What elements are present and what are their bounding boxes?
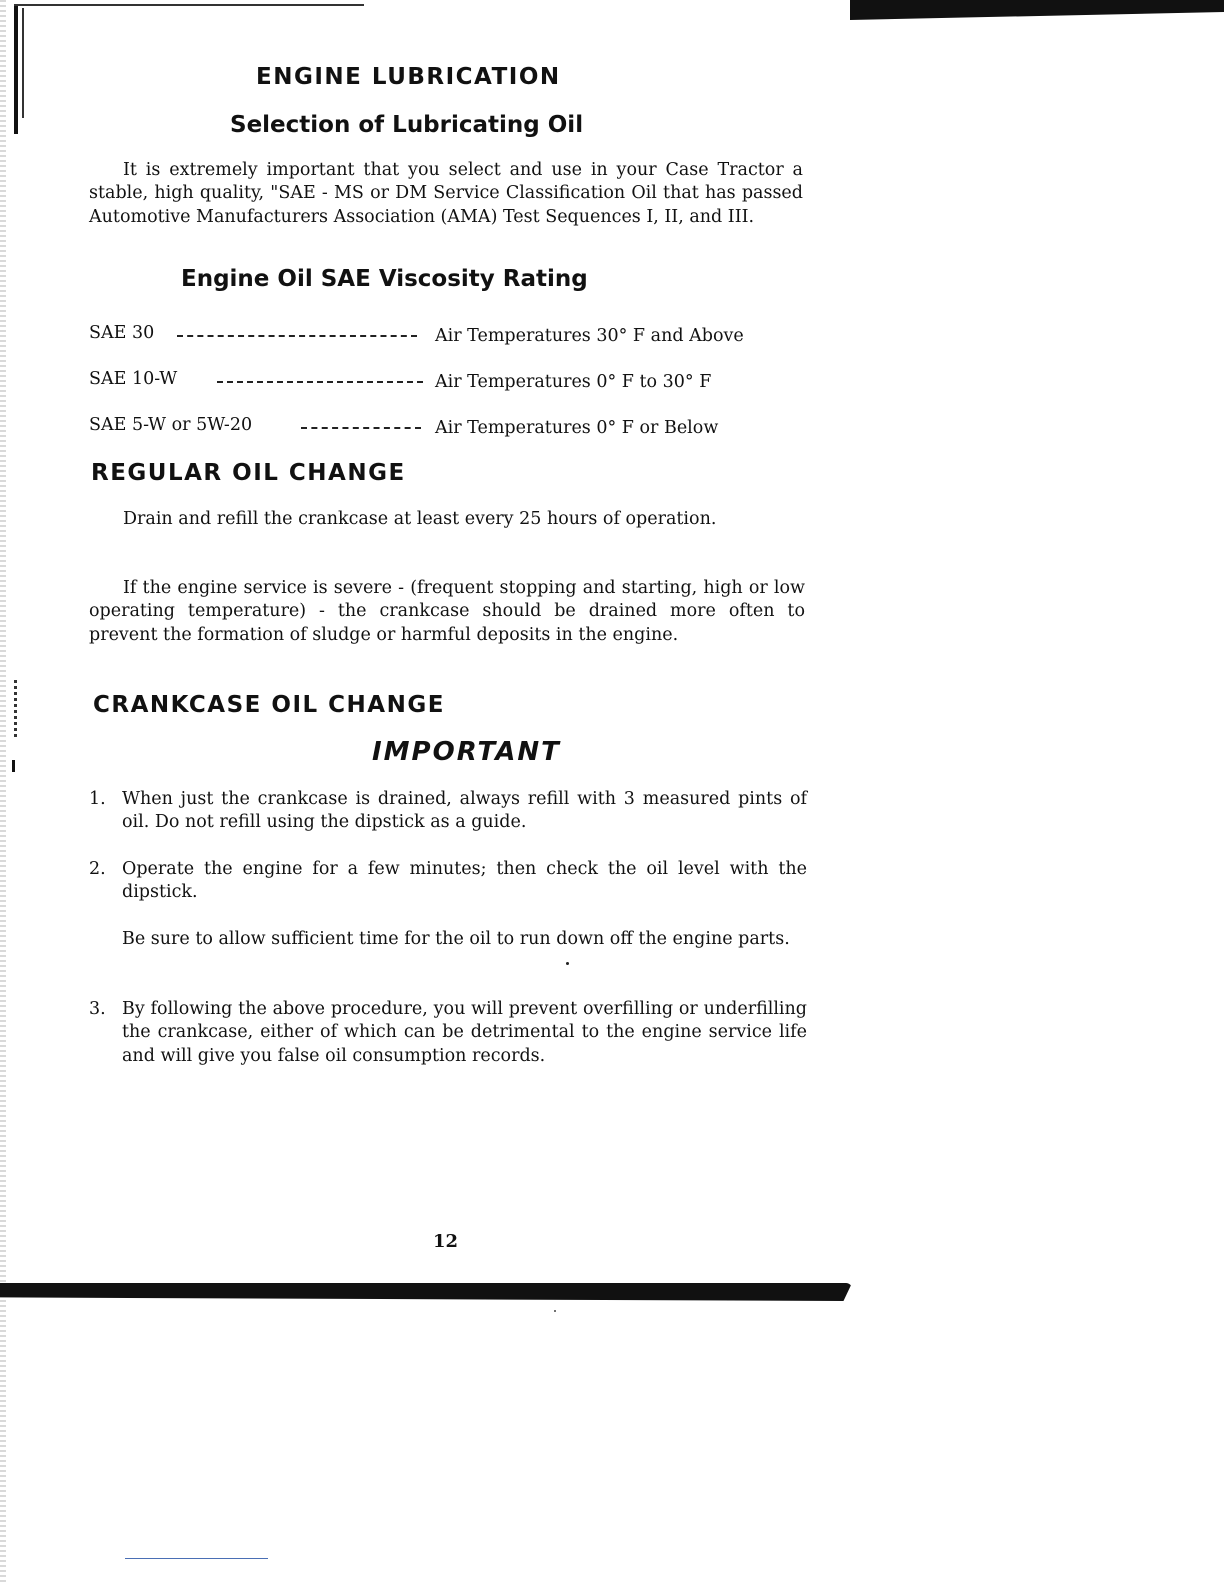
scan-top-bar xyxy=(850,0,1224,20)
page-number: 12 xyxy=(433,1231,459,1252)
step-number: 1. xyxy=(89,789,106,809)
viscosity-grade: SAE 30 xyxy=(89,323,155,343)
scan-corner-line-thin xyxy=(22,8,24,118)
step-number: 3. xyxy=(89,999,106,1019)
scan-corner-line xyxy=(14,4,364,6)
viscosity-grade: SAE 5-W or 5W-20 xyxy=(89,415,253,435)
scan-left-mark xyxy=(12,760,15,772)
viscosity-temp: Air Temperatures 0° F or Below xyxy=(435,418,719,438)
step-note: Be sure to allow sufficient time for the oil to run down off the engine parts. xyxy=(122,929,790,949)
selection-paragraph: It is extremely important that you select and use in your Case Tractor a stable, high quality, "SAE - MS or DM Service Classification Oil that has passed Automotive Manufacturers Association (AMA) Test Sequences I, II, and III. xyxy=(89,160,803,227)
scan-left-tick xyxy=(14,680,17,740)
scan-speck xyxy=(554,1310,556,1312)
dotted-leader xyxy=(217,381,423,383)
step-number: 2. xyxy=(89,859,106,879)
scan-bottom-line xyxy=(125,1558,268,1559)
viscosity-temp: Air Temperatures 0° F to 30° F xyxy=(435,372,712,392)
important-label: IMPORTANT xyxy=(372,737,561,767)
scan-bottom-bar xyxy=(0,1283,852,1301)
viscosity-temp: Air Temperatures 30° F and Above xyxy=(435,326,744,346)
crankcase-oil-change-heading: CRANKCASE OIL CHANGE xyxy=(93,692,445,718)
step-text: Operate the engine for a few minutes; then check the oil level with the dipstick. xyxy=(122,859,807,903)
severe-service-paragraph: If the engine service is severe - (frequent stopping and starting, high or low operating temperature) - the crankcase should be drained more often to prevent the formation of sludge or harmful deposits in the engine. xyxy=(89,578,805,645)
viscosity-heading: Engine Oil SAE Viscosity Rating xyxy=(181,266,588,292)
scan-edge xyxy=(0,0,6,1584)
dotted-leader xyxy=(301,427,421,429)
viscosity-row xyxy=(89,323,805,347)
viscosity-row xyxy=(89,369,805,393)
dotted-leader xyxy=(177,335,417,337)
selection-heading: Selection of Lubricating Oil xyxy=(230,112,584,138)
scan-speck xyxy=(566,962,569,965)
step-text: By following the above procedure, you will prevent overfilling or underfilling the crankcase, either of which can be detrimental to the engine service life and will give you false oil consumption records. xyxy=(122,999,807,1066)
page-title: ENGINE LUBRICATION xyxy=(256,64,561,90)
viscosity-grade: SAE 10-W xyxy=(89,369,178,389)
scan-corner-bar xyxy=(14,6,18,134)
step-text: When just the crankcase is drained, always refill with 3 measured pints of oil. Do not refill using the dipstick as a guide. xyxy=(122,789,807,833)
drain-paragraph: Drain and refill the crankcase at least every 25 hours of operation. xyxy=(123,509,717,529)
regular-oil-change-heading: REGULAR OIL CHANGE xyxy=(91,460,406,486)
viscosity-row xyxy=(89,415,805,439)
